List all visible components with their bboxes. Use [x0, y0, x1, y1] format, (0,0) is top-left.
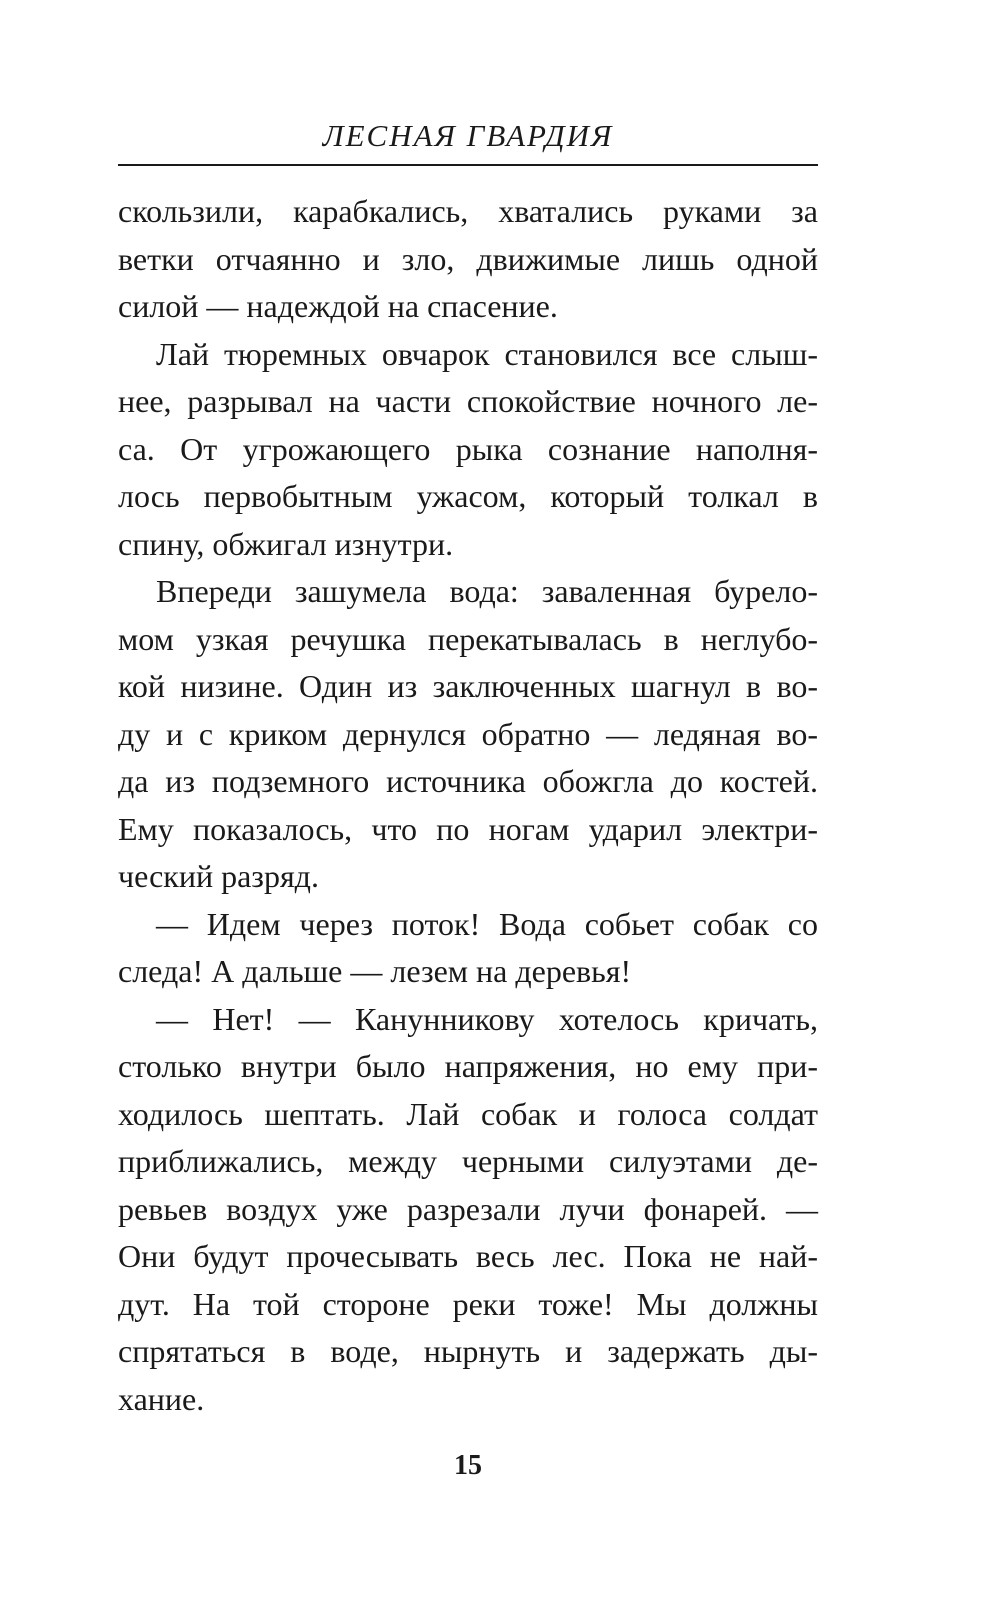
header-rule [118, 164, 818, 166]
text-line: спину, обжигал изнутри. [118, 525, 454, 562]
body-text [118, 188, 818, 1423]
dialogue-line: — Идем через поток! Вода собьет собак со [156, 905, 818, 942]
text-line: мом узкая речушка перекатывалась в неглубо- [118, 620, 818, 657]
page-number: 15 [454, 1450, 482, 1481]
text-line: Они будут прочесывать весь лес. Пока не най- [118, 1238, 818, 1274]
text-line: столько внутри было напряжения, но ему при- [118, 1048, 818, 1084]
text-line: нее, разрывал на части спокойствие ночного ле- [118, 383, 818, 419]
text-line: хание. [118, 1380, 205, 1417]
running-header: ЛЕСНАЯ ГВАРДИЯ [322, 118, 614, 153]
text-line: приближались, между черными силуэтами де- [118, 1143, 818, 1179]
text-line: следа! А дальше — лезем на деревья! [118, 953, 632, 989]
text-line: ветки отчаянно и зло, движимые лишь одной [118, 240, 818, 277]
text-line: спрятаться в воде, нырнуть и задержать ды- [118, 1333, 818, 1369]
text-line: Ему показалось, что по ногам ударил электри- [118, 810, 818, 847]
text-line: ходилось шептать. Лай собак и голоса солдат [118, 1095, 818, 1132]
text-line: скользили, карабкались, хватались руками за [118, 193, 818, 229]
text-line: са. От угрожающего рыка сознание наполня- [118, 430, 818, 467]
text-line: силой — надеждой на спасение. [118, 288, 558, 324]
dialogue-line: — Нет! — Канунникову хотелось кричать, [156, 1000, 818, 1037]
paragraph-start-line: Лай тюремных овчарок становился все слыш- [156, 335, 818, 372]
paragraph-start-line: Впереди зашумела вода: заваленная бурело- [156, 573, 818, 609]
text-line: ревьев воздух уже разрезали лучи фонарей. — [118, 1190, 818, 1227]
text-line: да из подземного источника обожгла до костей. [118, 763, 818, 799]
text-line: кой низине. Один из заключенных шагнул в во- [118, 668, 818, 704]
text-line: ческий разряд. [118, 858, 319, 894]
text-line: дут. На той стороне реки тоже! Мы должны [118, 1285, 818, 1322]
text-line: лось первобытным ужасом, который толкал в [118, 478, 818, 514]
text-line: ду и с криком дернулся обратно — ледяная во- [118, 715, 818, 752]
